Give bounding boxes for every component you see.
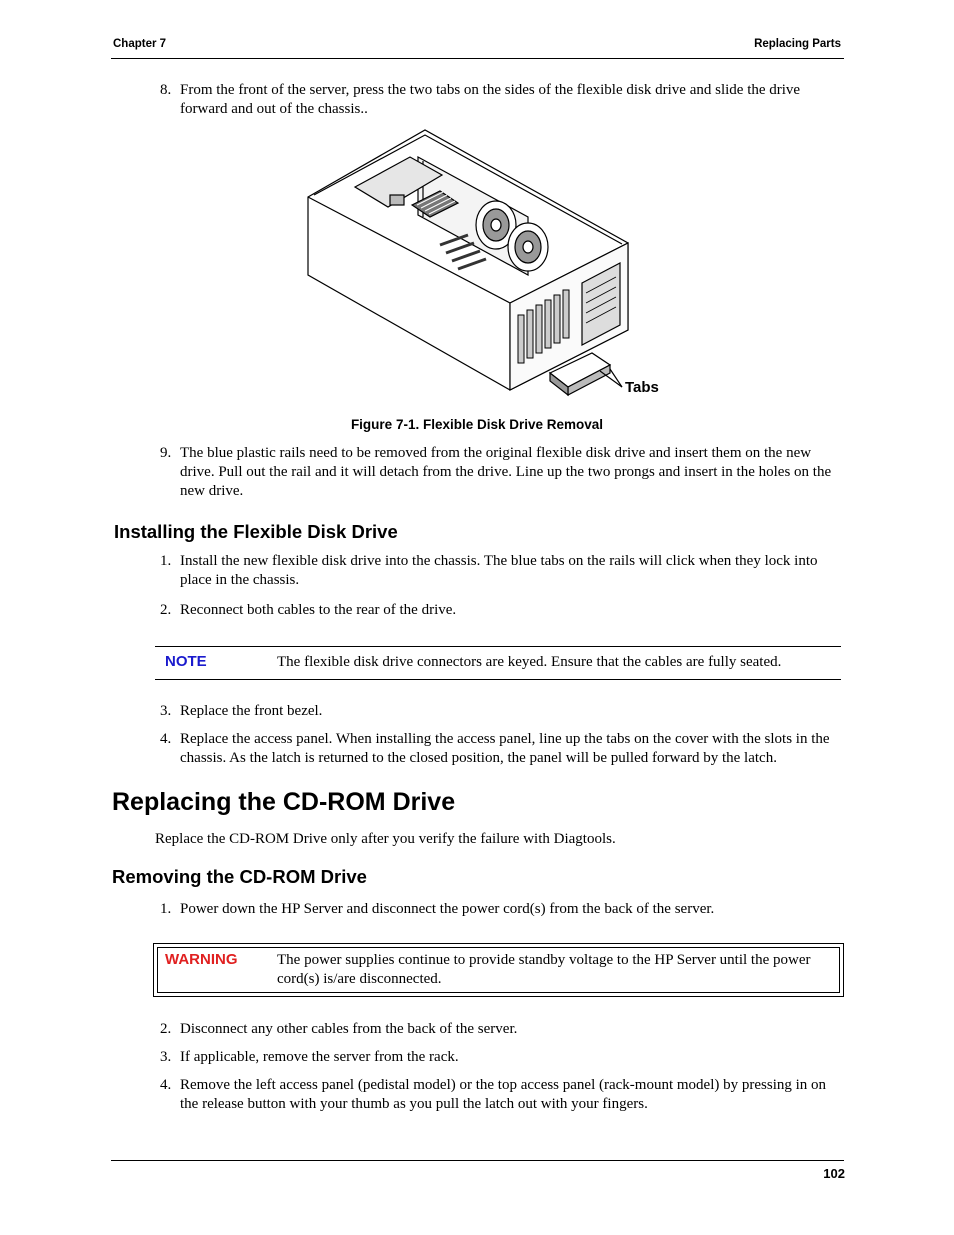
remove-step-4 <box>160 1076 845 1114</box>
step-text: Install the new flexible disk drive into the chassis. The blue tabs on the rails will click when they lock into place in the chassis. <box>180 553 818 588</box>
header-chapter: Chapter 7 <box>113 38 167 50</box>
section-heading-removing: Removing the CD-ROM Drive <box>112 866 367 887</box>
step-8 <box>160 81 845 119</box>
step-9 <box>160 444 845 501</box>
step-number: 3. <box>160 1049 172 1065</box>
note-box <box>155 646 841 680</box>
step-text: Disconnect any other cables from the back of the server. <box>180 1021 518 1037</box>
section-heading-installing: Installing the Flexible Disk Drive <box>114 521 398 542</box>
remove-step-3 <box>160 1048 845 1067</box>
footer-rule <box>111 1160 844 1161</box>
step-text: Remove the left access panel (pedistal model) or the top access panel (rack-mount model) by pressing in on the release button with your thumb as you pull the latch out with your fingers. <box>180 1077 827 1112</box>
note-text: The flexible disk drive connectors are keyed. Ensure that the cables are fully seated. <box>277 654 782 670</box>
page-number: 102 <box>823 1166 845 1181</box>
step-text: The blue plastic rails need to be removed from the original flexible disk drive and insert them on the new drive. Pull out the rail and it will detach from the drive. Line up the two prongs and insert in the holes on the new drive. <box>180 445 832 499</box>
warning-text: The power supplies continue to provide standby voltage to the HP Server until the power cord(s) is/are disconnected. <box>277 952 811 987</box>
page-section-title: Replacing the CD-ROM Drive <box>112 788 456 816</box>
step-number: 8. <box>160 82 172 98</box>
note-label: NOTE <box>165 653 207 670</box>
step-number: 3. <box>160 703 172 719</box>
step-number: 2. <box>160 602 172 618</box>
step-number: 2. <box>160 1021 172 1037</box>
header-section: Replacing Parts <box>754 38 841 50</box>
flexible-disk-drive-figure <box>300 125 670 407</box>
step-text: Replace the front bezel. <box>180 703 323 719</box>
cdrom-intro: Replace the CD-ROM Drive only after you verify the failure with Diagtools. <box>155 831 616 847</box>
figure-callout-tabs: Tabs <box>625 379 659 396</box>
step-number: 9. <box>160 445 172 461</box>
step-number: 4. <box>160 731 172 747</box>
step-number: 1. <box>160 553 172 569</box>
install-step-1 <box>160 552 845 590</box>
step-text: From the front of the server, press the two tabs on the sides of the flexible disk drive and slide the drive forward and out of the chassis.. <box>180 82 801 117</box>
warning-box <box>153 943 844 997</box>
install-step-3 <box>160 702 845 721</box>
step-text: Power down the HP Server and disconnect the power cord(s) from the back of the server. <box>180 901 715 917</box>
figure-caption: Figure 7-1. Flexible Disk Drive Removal <box>350 417 604 432</box>
header-rule <box>111 58 844 59</box>
remove-step-2 <box>160 1020 845 1039</box>
step-number: 1. <box>160 901 172 917</box>
install-step-4 <box>160 730 845 768</box>
step-text: If applicable, remove the server from the rack. <box>180 1049 459 1065</box>
step-text: Replace the access panel. When installing the access panel, line up the tabs on the cover with the slots in the chassis. As the latch is returned to the closed position, the panel will be pulled forward by the latch. <box>180 731 830 766</box>
install-step-2 <box>160 601 845 620</box>
step-text: Reconnect both cables to the rear of the drive. <box>180 602 457 618</box>
step-number: 4. <box>160 1077 172 1093</box>
warning-label: WARNING <box>165 951 238 968</box>
remove-step-1 <box>160 900 845 919</box>
